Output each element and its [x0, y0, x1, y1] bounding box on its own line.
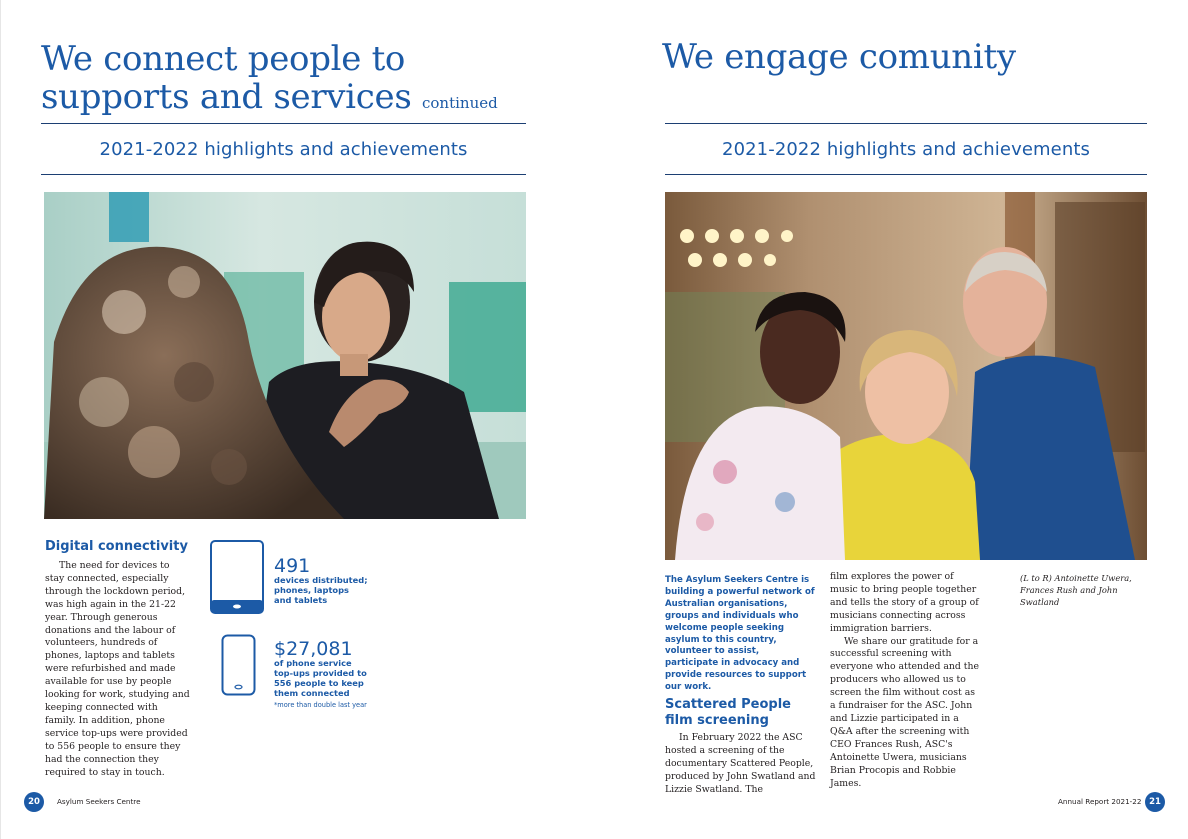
section-title-film	[665, 697, 791, 729]
film-col2-p2: We share our gratitude for a successful screening with everyone who attended and the producers who allowed us to screen the film without cost as a fundraiser for the ASC. John and Lizzie participated in a Q&A after the screening with CEO Frances Rush, ASC's Antoinette Uwera, musicians Brian Procopis and Robbie James.	[830, 635, 980, 789]
stat-label-line: phones, laptops	[274, 585, 349, 595]
stat-topups-number: $27,081	[274, 638, 353, 660]
divider	[41, 174, 526, 175]
footer-report: Annual Report 2021-22	[1058, 797, 1142, 806]
digital-body-text: The need for devices to stay connected, especially through the lockdown period, was high again in the 21-22 year. Through generous donations and the labour of volunteers, hundreds of phones, laptops and tablets were refurbished and made available for use by people looking for work, studying and keeping connected with family. In addition, phone service top-ups were provided to 556 people to ensure they had the connection they required to stay in touch.	[45, 560, 190, 778]
divider	[41, 123, 526, 124]
page-number: 20	[24, 792, 44, 812]
photo-three-people	[665, 192, 1147, 560]
page-number: 21	[1145, 792, 1165, 812]
film-col2-p1: film explores the power of music to bring people together and tells the story of a group of musicians connecting across immigration barriers.	[830, 571, 979, 634]
title-line-2	[41, 78, 581, 122]
tablet-icon	[210, 540, 264, 618]
stat-label-line: and tablets	[274, 595, 328, 605]
divider	[665, 123, 1147, 124]
stat-devices-number: 491	[274, 555, 311, 577]
photo-two-women	[44, 192, 526, 519]
film-col2	[830, 571, 982, 790]
title-continued: continued	[422, 94, 498, 112]
film-title-line: film screening	[665, 713, 769, 728]
page-title: We engage comunity	[662, 37, 1016, 77]
phone-icon	[221, 634, 256, 700]
footer-org: Asylum Seekers Centre	[57, 797, 141, 806]
right-page	[594, 0, 1188, 839]
film-col1	[665, 732, 817, 797]
film-col1-text: In February 2022 the ASC hosted a screening of the documentary Scattered People, produced by John Swatland and Lizzie Swatland. The	[665, 732, 816, 795]
section-subheading: 2021-2022 highlights and achievements	[722, 139, 1090, 160]
photo-caption: (L to R) Antoinette Uwera, Frances Rush and John Swatland	[1020, 573, 1132, 607]
stat-label-line: 556 people to keep	[274, 678, 364, 688]
stat-label-line: of phone service	[274, 658, 352, 668]
section-title-digital: Digital connectivity	[45, 539, 188, 554]
page-title	[41, 40, 581, 122]
stat-label-line: devices distributed;	[274, 575, 368, 585]
digital-body	[45, 560, 191, 779]
stat-topups-note: *more than double last year	[274, 701, 367, 709]
stat-topups-label	[274, 658, 367, 698]
section-subheading: 2021-2022 highlights and achievements	[99, 139, 468, 160]
divider	[665, 174, 1147, 175]
title-line-2-text: supports and services	[41, 77, 412, 117]
stat-label-line: them connected	[274, 688, 350, 698]
title-line-1: We connect people to	[41, 39, 406, 79]
stat-devices-label	[274, 575, 368, 605]
intro-text: The Asylum Seekers Centre is building a powerful network of Australian organisations, groups and individuals who welcome people seeking asylum to this country, volunteer to assist, participate in advocacy and provide resources to support our work.	[665, 575, 815, 693]
stat-label-line: top-ups provided to	[274, 668, 367, 678]
film-title-line: Scattered People	[665, 697, 792, 712]
